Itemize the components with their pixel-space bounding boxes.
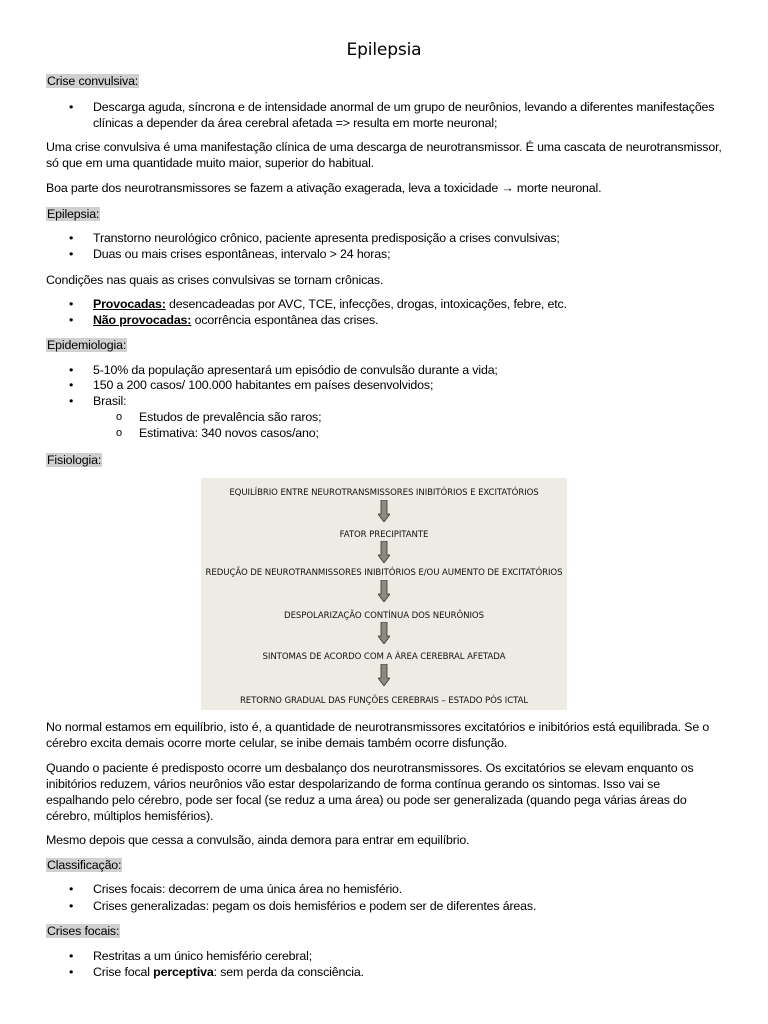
bullet-icon: •	[69, 965, 74, 979]
down-arrow-icon	[378, 500, 390, 522]
bullet-icon: •	[69, 313, 74, 327]
paragraph: Condições nas quais as crises convulsivas se tornam crônicas.	[46, 273, 384, 287]
heading-crises-focais: Crises focais:	[47, 924, 120, 938]
bullet-icon: •	[69, 882, 74, 896]
bullet-icon: •	[69, 899, 74, 913]
flow-step-1: EQUILÍBRIO ENTRE NEUROTRANSMISSORES INIBITÓRIOS E EXCITATÓRIOS	[229, 488, 539, 498]
bullet-icon: •	[69, 297, 74, 311]
heading-fisiologia: Fisiologia:	[47, 453, 102, 467]
bullet-icon: •	[69, 363, 74, 377]
sub-bullet-icon: o	[116, 411, 122, 423]
heading-crise-convulsiva: Crise convulsiva:	[47, 74, 139, 88]
paragraph: Boa parte dos neurotransmissores se fazem a ativação exagerada, leva a toxicidade → morte neuronal.	[46, 181, 602, 195]
flow-step-2: FATOR PRECIPITANTE	[339, 530, 429, 540]
bullet-icon: •	[69, 949, 74, 963]
down-arrow-icon	[378, 664, 390, 686]
down-arrow-icon	[378, 541, 390, 563]
heading-epidemiologia: Epidemiologia:	[47, 338, 127, 352]
paragraph: Quando o paciente é predisposto ocorre um desbalanço dos neurotransmissores. Os excitatórios se elevam enquanto os inibitórios reduzem, vários neurônios vão estar despolarizando de forma contínua gerando os sintomas. Isso vai se espalhando pelo cérebro, pode ser focal (se reduz a uma área) ou pode ser generalizada (quando pega várias áreas do cérebro, múltiplos hemisférios).	[46, 761, 694, 823]
bullet-icon: •	[69, 247, 74, 261]
sub-bullet-icon: o	[116, 427, 122, 439]
paragraph: Mesmo depois que cessa a convulsão, ainda demora para entrar em equilíbrio.	[46, 833, 470, 847]
down-arrow-icon	[378, 580, 390, 602]
bullet-icon: •	[69, 100, 74, 114]
flow-step-3: REDUÇÃO DE NEUROTRANMISSORES INIBITÓRIOS E/OU AUMENTO DE EXCITATÓRIOS	[205, 568, 563, 578]
heading-classificacao: Classificação:	[47, 858, 122, 872]
flow-step-4: DESPOLARIZAÇÃO CONTÍNUA DOS NEURÔNIOS	[284, 611, 484, 621]
bullet-icon: •	[69, 231, 74, 245]
bullet-icon: •	[69, 394, 74, 408]
flow-step-6: RETORNO GRADUAL DAS FUNÇÕES CEREBRAIS – ESTADO PÓS ICTAL	[239, 696, 529, 706]
flow-step-5: SINTOMAS DE ACORDO COM A ÁREA CEREBRAL AFETADA	[262, 652, 506, 662]
physiology-flowchart	[201, 478, 567, 710]
heading-epilepsia: Epilepsia:	[47, 207, 100, 221]
down-arrow-icon	[378, 622, 390, 644]
paragraph: No normal estamos em equilíbrio, isto é, a quantidade de neurotransmissores excitatórios e inibitórios está equilibrada. Se o cérebro excita demais ocorre morte celular, se inibe demais também ocorre disfunção.	[46, 720, 710, 750]
page-title: Epilepsia	[346, 40, 422, 60]
bullet-icon: •	[69, 378, 74, 392]
paragraph: Uma crise convulsiva é uma manifestação clínica de uma descarga de neurotransmissor. É uma cascata de neurotransmissor, só que em uma quantidade muito maior, superior do habitual.	[46, 140, 722, 170]
